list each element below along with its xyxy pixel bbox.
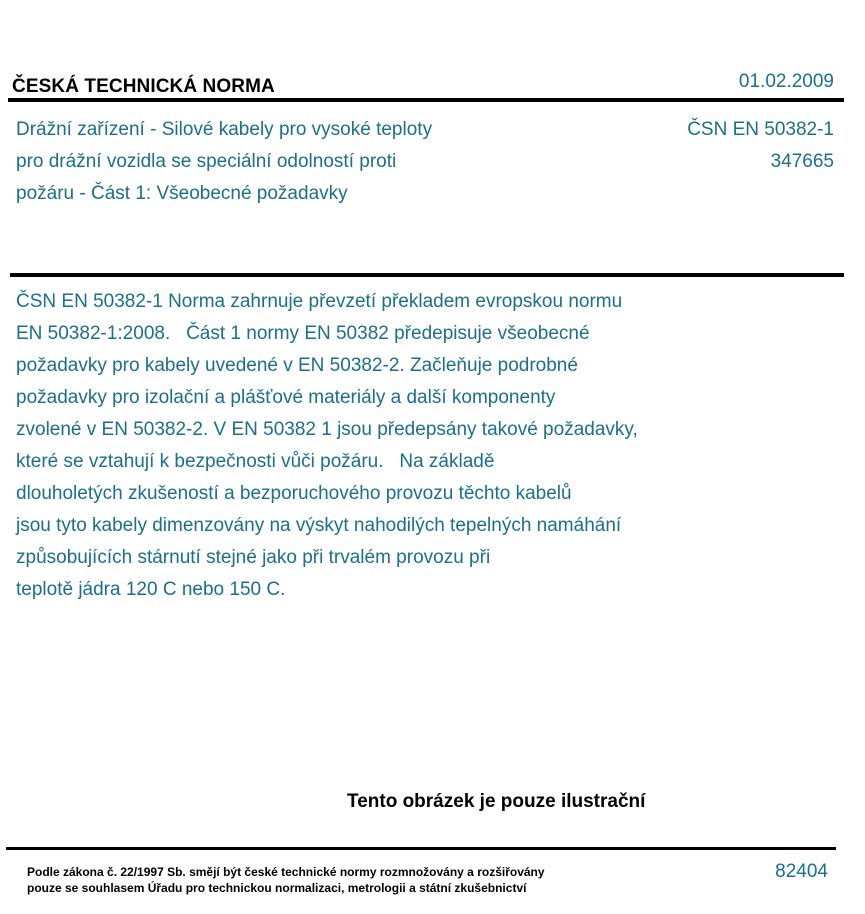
abstract-line: požadavky pro kabely uvedené v EN 50382-2. Začleňuje podrobné [16, 355, 578, 376]
abstract-line: zvolené v EN 50382-2. V EN 50382 1 jsou předepsány takové požadavky, [16, 419, 638, 440]
standard-id: ČSN EN 50382-1 [687, 119, 834, 140]
subject-line: pro drážní vozidla se speciální odolností proti [16, 151, 397, 172]
abstract-line: ČSN EN 50382-1 Norma zahrnuje převzetí překladem evropskou normu [16, 291, 623, 312]
header-rule [8, 98, 844, 102]
document-type-title: ČESKÁ TECHNICKÁ NORMA [12, 76, 275, 97]
abstract-line: požadavky pro izolační a plášťové materiály a další komponenty [16, 387, 556, 408]
abstract-line: které se vztahují k bezpečnosti vůči požáru. Na základě [16, 451, 495, 472]
legal-line: pouze se souhlasem Úřadu pro technickou normalizaci, metrologii a státní zkušebnictví [27, 881, 527, 895]
abstract-line: teplotě jádra 120 C nebo 150 C. [16, 579, 286, 600]
publication-date: 01.02.2009 [738, 71, 834, 92]
subject-line: požáru - Část 1: Všeobecné požadavky [16, 183, 348, 204]
abstract-line: dlouholetých zkušeností a bezporuchového provozu těchto kabelů [16, 483, 572, 504]
subject-line: Drážní zařízení - Silové kabely pro vysoké teploty [16, 119, 433, 140]
abstract-text [16, 286, 836, 606]
footer-rule [6, 847, 836, 850]
legal-notice [27, 864, 545, 896]
standard-codes [687, 114, 834, 178]
illustration-note: Tento obrázek je pouze ilustrační [347, 791, 646, 812]
section-rule [10, 273, 844, 277]
abstract-line: jsou tyto kabely dimenzovány na výskyt nahodilých tepelných namáhání [16, 515, 622, 536]
standard-subject [16, 114, 536, 210]
document-number: 82404 [775, 861, 828, 882]
abstract-line: EN 50382-1:2008. Část 1 normy EN 50382 předepisuje všeobecné [16, 323, 590, 344]
legal-line: Podle zákona č. 22/1997 Sb. smějí být české technické normy rozmnožovány a rozšiřovány [27, 865, 545, 879]
abstract-line: způsobujících stárnutí stejné jako při trvalém provozu při [16, 547, 491, 568]
catalog-number: 347665 [770, 151, 834, 172]
